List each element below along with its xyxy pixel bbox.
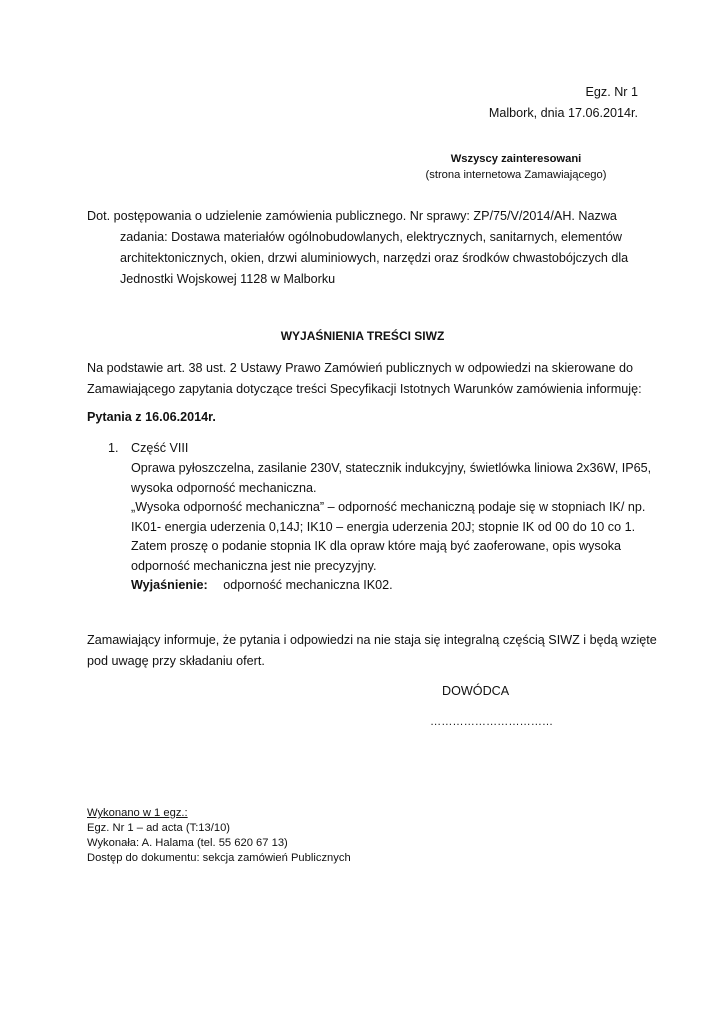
signature-title: DOWÓDCA — [442, 684, 510, 698]
subject-line-4: Jednostki Wojskowej 1128 w Malborku — [120, 272, 336, 286]
questions-heading: Pytania z 16.06.2014r. — [87, 410, 216, 424]
signature-dots: …………………………… — [430, 716, 554, 728]
closing-line-2: pod uwagę przy składaniu ofert. — [87, 654, 265, 668]
question-line-3: wysoka odporność mechaniczna. — [131, 481, 317, 495]
footer-line-2: Wykonała: A. Halama (tel. 55 620 67 13) — [87, 837, 288, 849]
footer-line-3: Dostęp do dokumentu: sekcja zamówień Publicznych — [87, 852, 351, 864]
document-title: WYJAŚNIENIA TREŚCI SIWZ — [280, 329, 445, 343]
question-line-1: Część VIII — [131, 441, 189, 455]
answer-text: odporność mechaniczna IK02. — [223, 578, 393, 592]
question-line-7: odporność mechaniczna jest nie precyzyjny. — [131, 559, 377, 573]
answer-label: Wyjaśnienie: — [131, 578, 208, 592]
footer-made-in: Wykonano w 1 egz.: — [87, 807, 188, 819]
answer-row — [131, 578, 393, 599]
question-line-4: „Wysoka odporność mechaniczna” – odporność mechaniczną podaje się w stopniach IK/ np. — [131, 500, 646, 514]
intro-line-2: Zamawiającego zapytania dotyczące treści Specyfikacji Istotnych Warunków zamówienia informuję: — [87, 382, 642, 396]
intro-line-1: Na podstawie art. 38 ust. 2 Ustawy Prawo Zamówień publicznych w odpowiedzi na skierowane do — [87, 361, 634, 375]
closing-line-1: Zamawiający informuje, że pytania i odpowiedzi na nie staja się integralną częścią SIWZ i będą wzięte — [87, 633, 657, 647]
copy-number: Egz. Nr 1 — [585, 85, 638, 99]
place-date: Malbork, dnia 17.06.2014r. — [488, 106, 638, 120]
question-line-2: Oprawa pyłoszczelna, zasilanie 230V, statecznik indukcyjny, świetlówka liniowa 2x36W, IP65, — [131, 461, 652, 475]
recipient-note: (strona internetowa Zamawiającego) — [425, 169, 607, 181]
subject-line-3: architektonicznych, okien, drzwi aluminiowych, narzędzi oraz środków chwastobójczych dla — [120, 251, 629, 265]
recipient-name: Wszyscy zainteresowani — [450, 153, 582, 165]
footer-line-1: Egz. Nr 1 – ad acta (T:13/10) — [87, 822, 231, 834]
question-number: 1. — [108, 441, 119, 455]
subject-line-2: zadania: Dostawa materiałów ogólnobudowlanych, elektrycznych, sanitarnych, elementów — [120, 230, 622, 244]
question-line-6: Zatem proszę o podanie stopnia IK dla opraw które mają być zaoferowane, opis wysoka — [131, 539, 622, 553]
subject-line-1: Dot. postępowania o udzielenie zamówienia publicznego. Nr sprawy: ZP/75/V/2014/AH. Nazwa — [87, 209, 617, 223]
question-line-5: IK01- energia uderzenia 0,14J; IK10 – energia uderzenia 20J; stopnie IK od 00 do 10 co 1. — [131, 520, 636, 534]
